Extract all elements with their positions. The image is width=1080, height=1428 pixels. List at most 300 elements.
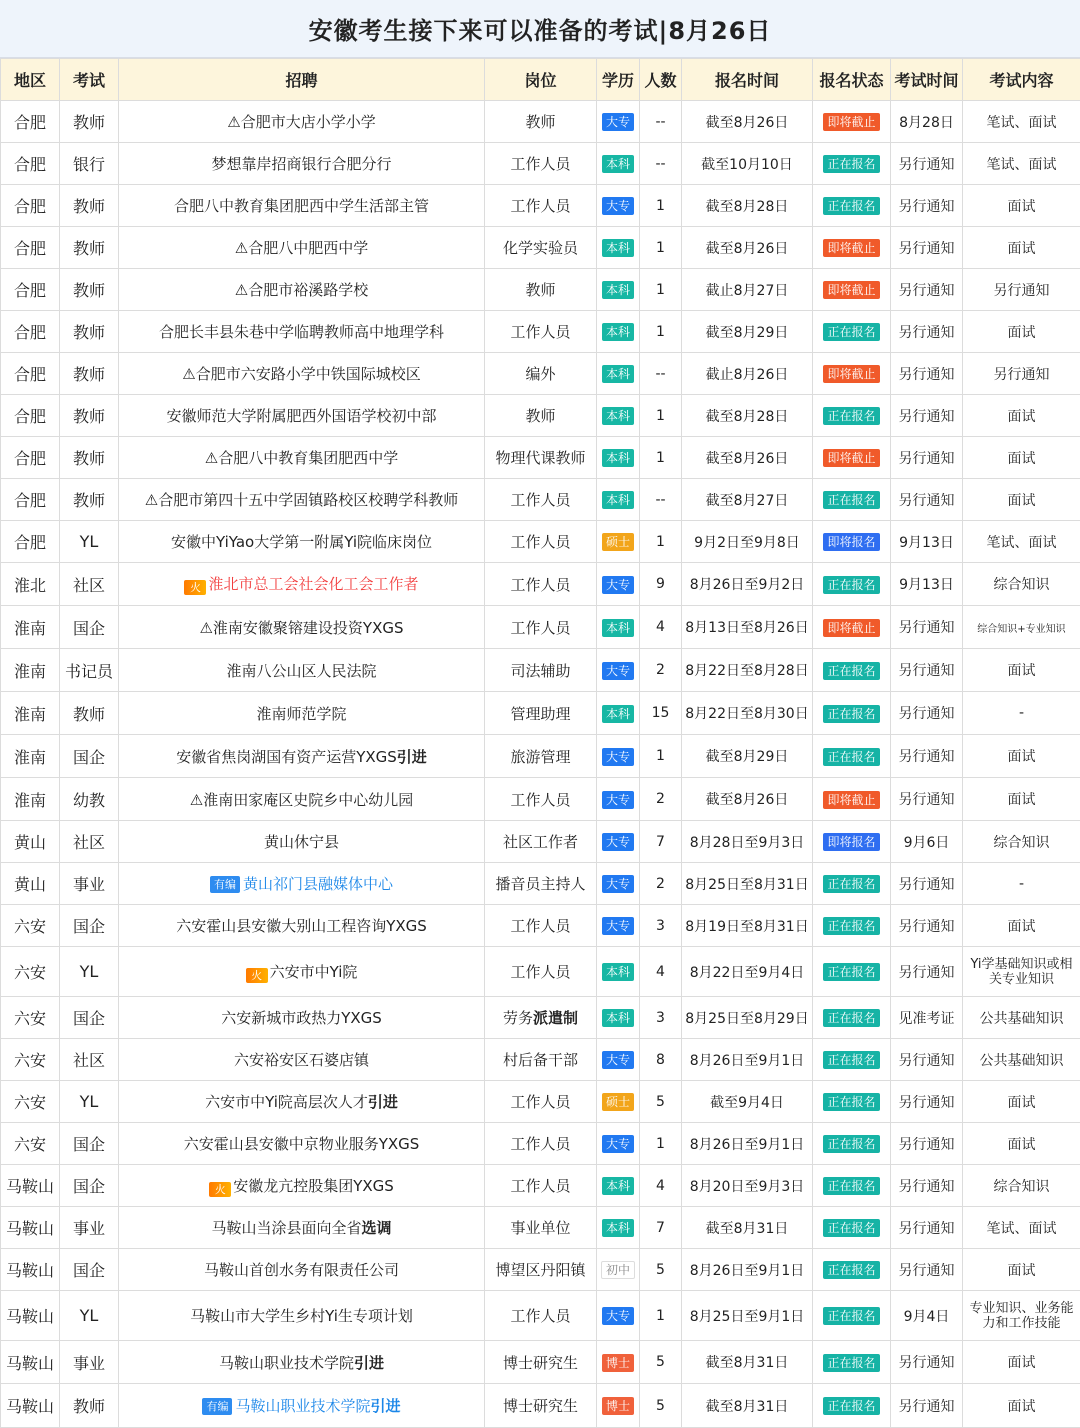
recruit-cell	[119, 1291, 485, 1341]
recruit-name: 马鞍山市大学生乡村Yi生专项计划	[190, 1307, 413, 1325]
status-badge: 正在报名	[823, 875, 879, 893]
position-cell	[485, 1165, 597, 1207]
recruit-name: 六安霍山县安徽中京物业服务YXGS	[184, 1135, 420, 1153]
status-cell	[813, 437, 891, 479]
education-cell	[597, 311, 640, 353]
status-badge: 即将截止	[823, 281, 879, 299]
position-name: 工作人员	[510, 791, 570, 809]
status-cell	[813, 692, 891, 735]
education-badge: 大专	[602, 662, 634, 680]
count-cell: 2	[640, 649, 682, 692]
table-row	[1, 1165, 1080, 1207]
position-cell	[485, 353, 597, 395]
recruit-cell	[119, 778, 485, 821]
exam-date-cell: 另行通知	[891, 1081, 963, 1123]
exam-content-cell: -	[963, 863, 1080, 905]
recruit-name: 安徽中YiYao大学第一附属Yi院临床岗位	[171, 533, 432, 551]
signup-period-cell: 8月25日至8月29日	[682, 997, 813, 1039]
exam-type-cell: 教师	[60, 269, 119, 311]
recruit-cell	[119, 479, 485, 521]
signup-period-cell: 8月22日至8月28日	[682, 649, 813, 692]
education-badge: 大专	[602, 833, 634, 851]
signup-period-cell: 截止8月26日	[682, 353, 813, 395]
status-cell	[813, 1384, 891, 1428]
exam-content-cell: 面试	[963, 479, 1080, 521]
exam-content-cell: -	[963, 692, 1080, 735]
recruit-cell	[119, 1039, 485, 1081]
exam-type-cell: 国企	[60, 997, 119, 1039]
position-name: 劳务	[503, 1009, 533, 1027]
position-cell	[485, 1039, 597, 1081]
signup-period-cell: 截至8月31日	[682, 1341, 813, 1384]
table-row	[1, 1039, 1080, 1081]
education-badge: 大专	[602, 791, 634, 809]
position-name: 播音员主持人	[495, 875, 585, 893]
exam-date-cell: 9月4日	[891, 1291, 963, 1341]
position-name: 旅游管理	[510, 748, 570, 766]
position-cell	[485, 778, 597, 821]
status-badge: 即将截止	[823, 791, 879, 809]
status-cell	[813, 947, 891, 997]
signup-period-cell: 截至8月31日	[682, 1384, 813, 1428]
signup-period-cell: 8月26日至9月2日	[682, 563, 813, 606]
header-education: 学历	[597, 59, 640, 101]
recruit-cell	[119, 1384, 485, 1428]
count-cell: 15	[640, 692, 682, 735]
status-badge: 正在报名	[823, 1051, 879, 1069]
education-badge: 本科	[602, 323, 634, 341]
count-cell: 5	[640, 1249, 682, 1291]
position-name: 社区工作者	[503, 833, 578, 851]
recruit-emphasis: 引进	[397, 748, 427, 766]
recruit-name: 六安霍山县安徽大别山工程咨询YXGS	[176, 917, 427, 935]
position-name: 化学实验员	[503, 239, 578, 257]
position-name: 工作人员	[510, 1093, 570, 1111]
position-name: 教师	[525, 281, 555, 299]
signup-period-cell: 截至10月10日	[682, 143, 813, 185]
position-name: 物理代课教师	[495, 449, 585, 467]
region-cell: 马鞍山	[1, 1207, 60, 1249]
exam-date-cell: 另行通知	[891, 269, 963, 311]
position-cell	[485, 479, 597, 521]
fire-icon: 火	[209, 1182, 231, 1197]
education-cell	[597, 101, 640, 143]
region-cell: 合肥	[1, 227, 60, 269]
table-row	[1, 395, 1080, 437]
region-cell: 淮南	[1, 649, 60, 692]
recruit-name: 马鞍山职业技术学院	[235, 1397, 370, 1415]
count-cell: 1	[640, 1123, 682, 1165]
exam-type-cell: 教师	[60, 185, 119, 227]
table-row	[1, 863, 1080, 905]
education-cell	[597, 735, 640, 778]
recruit-name: 安徽省焦岗湖国有资产运营YXGS	[176, 748, 397, 766]
recruit-emphasis: 引进	[368, 1093, 398, 1111]
region-cell: 淮南	[1, 692, 60, 735]
fire-icon: 火	[246, 968, 268, 983]
exam-date-cell: 另行通知	[891, 1123, 963, 1165]
table-row	[1, 353, 1080, 395]
table-row	[1, 563, 1080, 606]
count-cell: --	[640, 353, 682, 395]
education-cell	[597, 353, 640, 395]
count-cell: 4	[640, 1165, 682, 1207]
region-cell: 淮南	[1, 735, 60, 778]
exam-date-cell: 9月6日	[891, 821, 963, 863]
position-name: 工作人员	[510, 533, 570, 551]
status-cell	[813, 521, 891, 563]
education-badge: 本科	[602, 365, 634, 383]
status-badge: 正在报名	[823, 963, 879, 981]
signup-period-cell: 截至8月28日	[682, 185, 813, 227]
signup-period-cell: 截至8月26日	[682, 227, 813, 269]
count-cell: 1	[640, 395, 682, 437]
status-badge: 正在报名	[823, 917, 879, 935]
education-cell	[597, 395, 640, 437]
status-badge: 正在报名	[823, 662, 879, 680]
header-signup-period: 报名时间	[682, 59, 813, 101]
recruit-cell	[119, 437, 485, 479]
signup-period-cell: 8月28日至9月3日	[682, 821, 813, 863]
exam-date-cell: 另行通知	[891, 735, 963, 778]
position-cell	[485, 1384, 597, 1428]
education-badge: 硕士	[602, 1093, 634, 1111]
signup-period-cell: 截至8月28日	[682, 395, 813, 437]
status-cell	[813, 143, 891, 185]
exam-type-cell: 幼教	[60, 778, 119, 821]
status-cell	[813, 863, 891, 905]
exam-date-cell: 另行通知	[891, 143, 963, 185]
exam-date-cell: 另行通知	[891, 905, 963, 947]
exam-date-cell: 另行通知	[891, 863, 963, 905]
status-cell	[813, 353, 891, 395]
table-row	[1, 1207, 1080, 1249]
status-cell	[813, 905, 891, 947]
signup-period-cell: 8月26日至9月1日	[682, 1249, 813, 1291]
exam-date-cell: 见准考证	[891, 997, 963, 1039]
exam-type-cell: 教师	[60, 437, 119, 479]
exam-content-cell: 综合知识	[963, 821, 1080, 863]
signup-period-cell: 8月26日至9月1日	[682, 1123, 813, 1165]
position-name: 编外	[525, 365, 555, 383]
recruit-name: 黄山休宁县	[264, 833, 339, 851]
status-cell	[813, 1207, 891, 1249]
recruit-name: ⚠淮南田家庵区史院乡中心幼儿园	[190, 791, 413, 809]
recruit-emphasis: 引进	[354, 1354, 384, 1372]
education-badge: 本科	[602, 491, 634, 509]
header-recruit: 招聘	[119, 59, 485, 101]
status-badge: 正在报名	[823, 1397, 879, 1415]
exam-type-cell: 国企	[60, 1123, 119, 1165]
education-badge: 大专	[602, 1051, 634, 1069]
recruit-name: 六安市中Yi院高层次人才	[205, 1093, 368, 1111]
table-row	[1, 1341, 1080, 1384]
recruit-name: 合肥八中教育集团肥西中学生活部主管	[174, 197, 429, 215]
exam-content-cell: 另行通知	[963, 353, 1080, 395]
recruit-cell	[119, 1123, 485, 1165]
header-signup-status: 报名状态	[813, 59, 891, 101]
exam-date-cell: 9月13日	[891, 563, 963, 606]
status-badge: 正在报名	[823, 1177, 879, 1195]
position-name: 工作人员	[510, 1135, 570, 1153]
recruit-name: 合肥长丰县朱巷中学临聘教师高中地理学科	[159, 323, 444, 341]
position-name: 工作人员	[510, 491, 570, 509]
education-badge: 本科	[602, 705, 634, 723]
position-cell	[485, 311, 597, 353]
recruit-name: ⚠合肥八中教育集团肥西中学	[205, 449, 398, 467]
education-cell	[597, 1123, 640, 1165]
education-badge: 大专	[602, 917, 634, 935]
count-cell: --	[640, 143, 682, 185]
count-cell: 1	[640, 735, 682, 778]
header-exam-content: 考试内容	[963, 59, 1080, 101]
position-cell	[485, 649, 597, 692]
status-cell	[813, 997, 891, 1039]
education-cell	[597, 947, 640, 997]
header-exam-date: 考试时间	[891, 59, 963, 101]
education-cell	[597, 1249, 640, 1291]
recruit-cell	[119, 1165, 485, 1207]
exam-content-cell: 面试	[963, 649, 1080, 692]
recruit-cell	[119, 143, 485, 185]
region-cell: 马鞍山	[1, 1384, 60, 1428]
header-region: 地区	[1, 59, 60, 101]
table-row	[1, 1291, 1080, 1341]
exam-content-cell: 综合知识	[963, 563, 1080, 606]
position-name: 教师	[525, 113, 555, 131]
region-cell: 马鞍山	[1, 1249, 60, 1291]
exam-content-cell: 另行通知	[963, 269, 1080, 311]
status-badge: 即将报名	[823, 833, 879, 851]
education-cell	[597, 863, 640, 905]
status-badge: 即将截止	[823, 239, 879, 257]
exam-content-cell: 公共基础知识	[963, 1039, 1080, 1081]
exam-table	[0, 58, 1080, 1428]
signup-period-cell: 9月2日至9月8日	[682, 521, 813, 563]
exam-type-cell: 事业	[60, 863, 119, 905]
status-cell	[813, 185, 891, 227]
signup-period-cell: 截至8月29日	[682, 311, 813, 353]
exam-type-cell: YL	[60, 521, 119, 563]
position-name: 工作人员	[510, 917, 570, 935]
recruit-cell	[119, 563, 485, 606]
recruit-name: 黄山祁门县融媒体中心	[243, 875, 393, 893]
position-cell	[485, 227, 597, 269]
recruit-name: 淮南师范学院	[256, 705, 346, 723]
education-cell	[597, 997, 640, 1039]
status-badge: 正在报名	[823, 748, 879, 766]
signup-period-cell: 8月26日至9月1日	[682, 1039, 813, 1081]
exam-date-cell: 另行通知	[891, 606, 963, 649]
signup-period-cell: 8月25日至9月1日	[682, 1291, 813, 1341]
exam-content-cell: 面试	[963, 1384, 1080, 1428]
recruit-name: ⚠合肥市大店小学小学	[227, 113, 375, 131]
position-name: 村后备干部	[503, 1051, 578, 1069]
table-row	[1, 905, 1080, 947]
position-name: 事业单位	[510, 1219, 570, 1237]
signup-period-cell: 截至8月29日	[682, 735, 813, 778]
count-cell: 3	[640, 997, 682, 1039]
table-row	[1, 778, 1080, 821]
region-cell: 六安	[1, 1123, 60, 1165]
education-badge: 本科	[602, 281, 634, 299]
exam-date-cell: 另行通知	[891, 311, 963, 353]
count-cell: 1	[640, 521, 682, 563]
exam-content-cell: Yi学基础知识或相关专业知识	[963, 947, 1080, 997]
table-row	[1, 649, 1080, 692]
education-cell	[597, 143, 640, 185]
table-row	[1, 269, 1080, 311]
position-cell	[485, 143, 597, 185]
exam-date-cell: 另行通知	[891, 227, 963, 269]
recruit-name: ⚠合肥市六安路小学中铁国际城校区	[182, 365, 420, 383]
education-cell	[597, 1165, 640, 1207]
count-cell: 2	[640, 863, 682, 905]
signup-period-cell: 截至8月27日	[682, 479, 813, 521]
exam-date-cell: 另行通知	[891, 649, 963, 692]
position-name: 工作人员	[510, 155, 570, 173]
header-count: 人数	[640, 59, 682, 101]
exam-content-cell: 面试	[963, 1081, 1080, 1123]
count-cell: --	[640, 479, 682, 521]
status-badge: 正在报名	[823, 1354, 879, 1372]
recruit-name: ⚠淮南安徽聚镕建设投资YXGS	[199, 619, 403, 637]
exam-type-cell: 国企	[60, 1249, 119, 1291]
exam-content-cell: 面试	[963, 1249, 1080, 1291]
education-badge: 本科	[602, 1177, 634, 1195]
region-cell: 合肥	[1, 437, 60, 479]
exam-date-cell: 另行通知	[891, 437, 963, 479]
signup-period-cell: 8月22日至8月30日	[682, 692, 813, 735]
exam-date-cell: 8月28日	[891, 101, 963, 143]
position-cell	[485, 395, 597, 437]
exam-date-cell: 另行通知	[891, 185, 963, 227]
position-cell	[485, 1123, 597, 1165]
status-badge: 即将报名	[823, 533, 879, 551]
exam-type-cell: 社区	[60, 821, 119, 863]
recruit-cell	[119, 649, 485, 692]
signup-period-cell: 截止8月27日	[682, 269, 813, 311]
recruit-cell	[119, 1341, 485, 1384]
education-cell	[597, 479, 640, 521]
exam-type-cell: 国企	[60, 1165, 119, 1207]
position-cell	[485, 1207, 597, 1249]
position-cell	[485, 437, 597, 479]
count-cell: 1	[640, 437, 682, 479]
count-cell: 7	[640, 821, 682, 863]
exam-type-cell: 书记员	[60, 649, 119, 692]
education-cell	[597, 1039, 640, 1081]
page-title: 安徽考生接下来可以准备的考试|8月26日	[0, 0, 1080, 58]
recruit-cell	[119, 905, 485, 947]
region-cell: 淮北	[1, 563, 60, 606]
table-row	[1, 101, 1080, 143]
status-cell	[813, 269, 891, 311]
recruit-emphasis: 引进	[371, 1397, 401, 1415]
table-header-row	[1, 59, 1080, 101]
education-badge: 大专	[602, 197, 634, 215]
status-badge: 正在报名	[823, 1135, 879, 1153]
exam-content-cell: 面试	[963, 311, 1080, 353]
recruit-name: ⚠合肥八中肥西中学	[235, 239, 368, 257]
education-cell	[597, 269, 640, 311]
region-cell: 黄山	[1, 863, 60, 905]
region-cell: 黄山	[1, 821, 60, 863]
recruit-cell	[119, 521, 485, 563]
education-cell	[597, 185, 640, 227]
education-cell	[597, 778, 640, 821]
education-cell	[597, 905, 640, 947]
status-cell	[813, 395, 891, 437]
count-cell: 8	[640, 1039, 682, 1081]
position-cell	[485, 1291, 597, 1341]
exam-content-cell: 综合知识	[963, 1165, 1080, 1207]
region-cell: 马鞍山	[1, 1291, 60, 1341]
position-name: 博士研究生	[503, 1397, 578, 1415]
count-cell: 5	[640, 1081, 682, 1123]
exam-content-cell: 笔试、面试	[963, 101, 1080, 143]
position-name: 工作人员	[510, 1307, 570, 1325]
recruit-name: 马鞍山职业技术学院	[219, 1354, 354, 1372]
exam-type-cell: 银行	[60, 143, 119, 185]
position-name: 工作人员	[510, 619, 570, 637]
recruit-cell	[119, 1081, 485, 1123]
status-badge: 正在报名	[823, 491, 879, 509]
exam-type-cell: 教师	[60, 101, 119, 143]
recruit-name: 安徽师范大学附属肥西外国语学校初中部	[166, 407, 436, 425]
exam-content-cell: 笔试、面试	[963, 143, 1080, 185]
exam-content-cell: 面试	[963, 905, 1080, 947]
position-emphasis: 派遣制	[533, 1009, 578, 1027]
exam-content-cell: 综合知识+专业知识	[963, 606, 1080, 649]
education-badge: 大专	[602, 1135, 634, 1153]
position-cell	[485, 1341, 597, 1384]
position-cell	[485, 692, 597, 735]
count-cell: 1	[640, 227, 682, 269]
count-cell: 5	[640, 1384, 682, 1428]
status-badge: 正在报名	[823, 323, 879, 341]
exam-date-cell: 另行通知	[891, 353, 963, 395]
count-cell: 1	[640, 185, 682, 227]
region-cell: 合肥	[1, 311, 60, 353]
table-row	[1, 437, 1080, 479]
status-badge: 正在报名	[823, 1219, 879, 1237]
count-cell: 1	[640, 1291, 682, 1341]
region-cell: 六安	[1, 1039, 60, 1081]
status-cell	[813, 821, 891, 863]
status-badge: 即将截止	[823, 449, 879, 467]
position-name: 教师	[525, 407, 555, 425]
education-badge: 博士	[602, 1397, 634, 1415]
recruit-cell	[119, 947, 485, 997]
recruit-cell	[119, 185, 485, 227]
table-row	[1, 1081, 1080, 1123]
status-cell	[813, 1249, 891, 1291]
position-name: 工作人员	[510, 963, 570, 981]
count-cell: 7	[640, 1207, 682, 1249]
exam-content-cell: 面试	[963, 227, 1080, 269]
status-cell	[813, 1123, 891, 1165]
count-cell: 3	[640, 905, 682, 947]
table-row	[1, 947, 1080, 997]
education-badge: 本科	[602, 239, 634, 257]
status-cell	[813, 778, 891, 821]
education-cell	[597, 227, 640, 269]
position-cell	[485, 185, 597, 227]
count-cell: 1	[640, 269, 682, 311]
status-cell	[813, 479, 891, 521]
status-cell	[813, 101, 891, 143]
